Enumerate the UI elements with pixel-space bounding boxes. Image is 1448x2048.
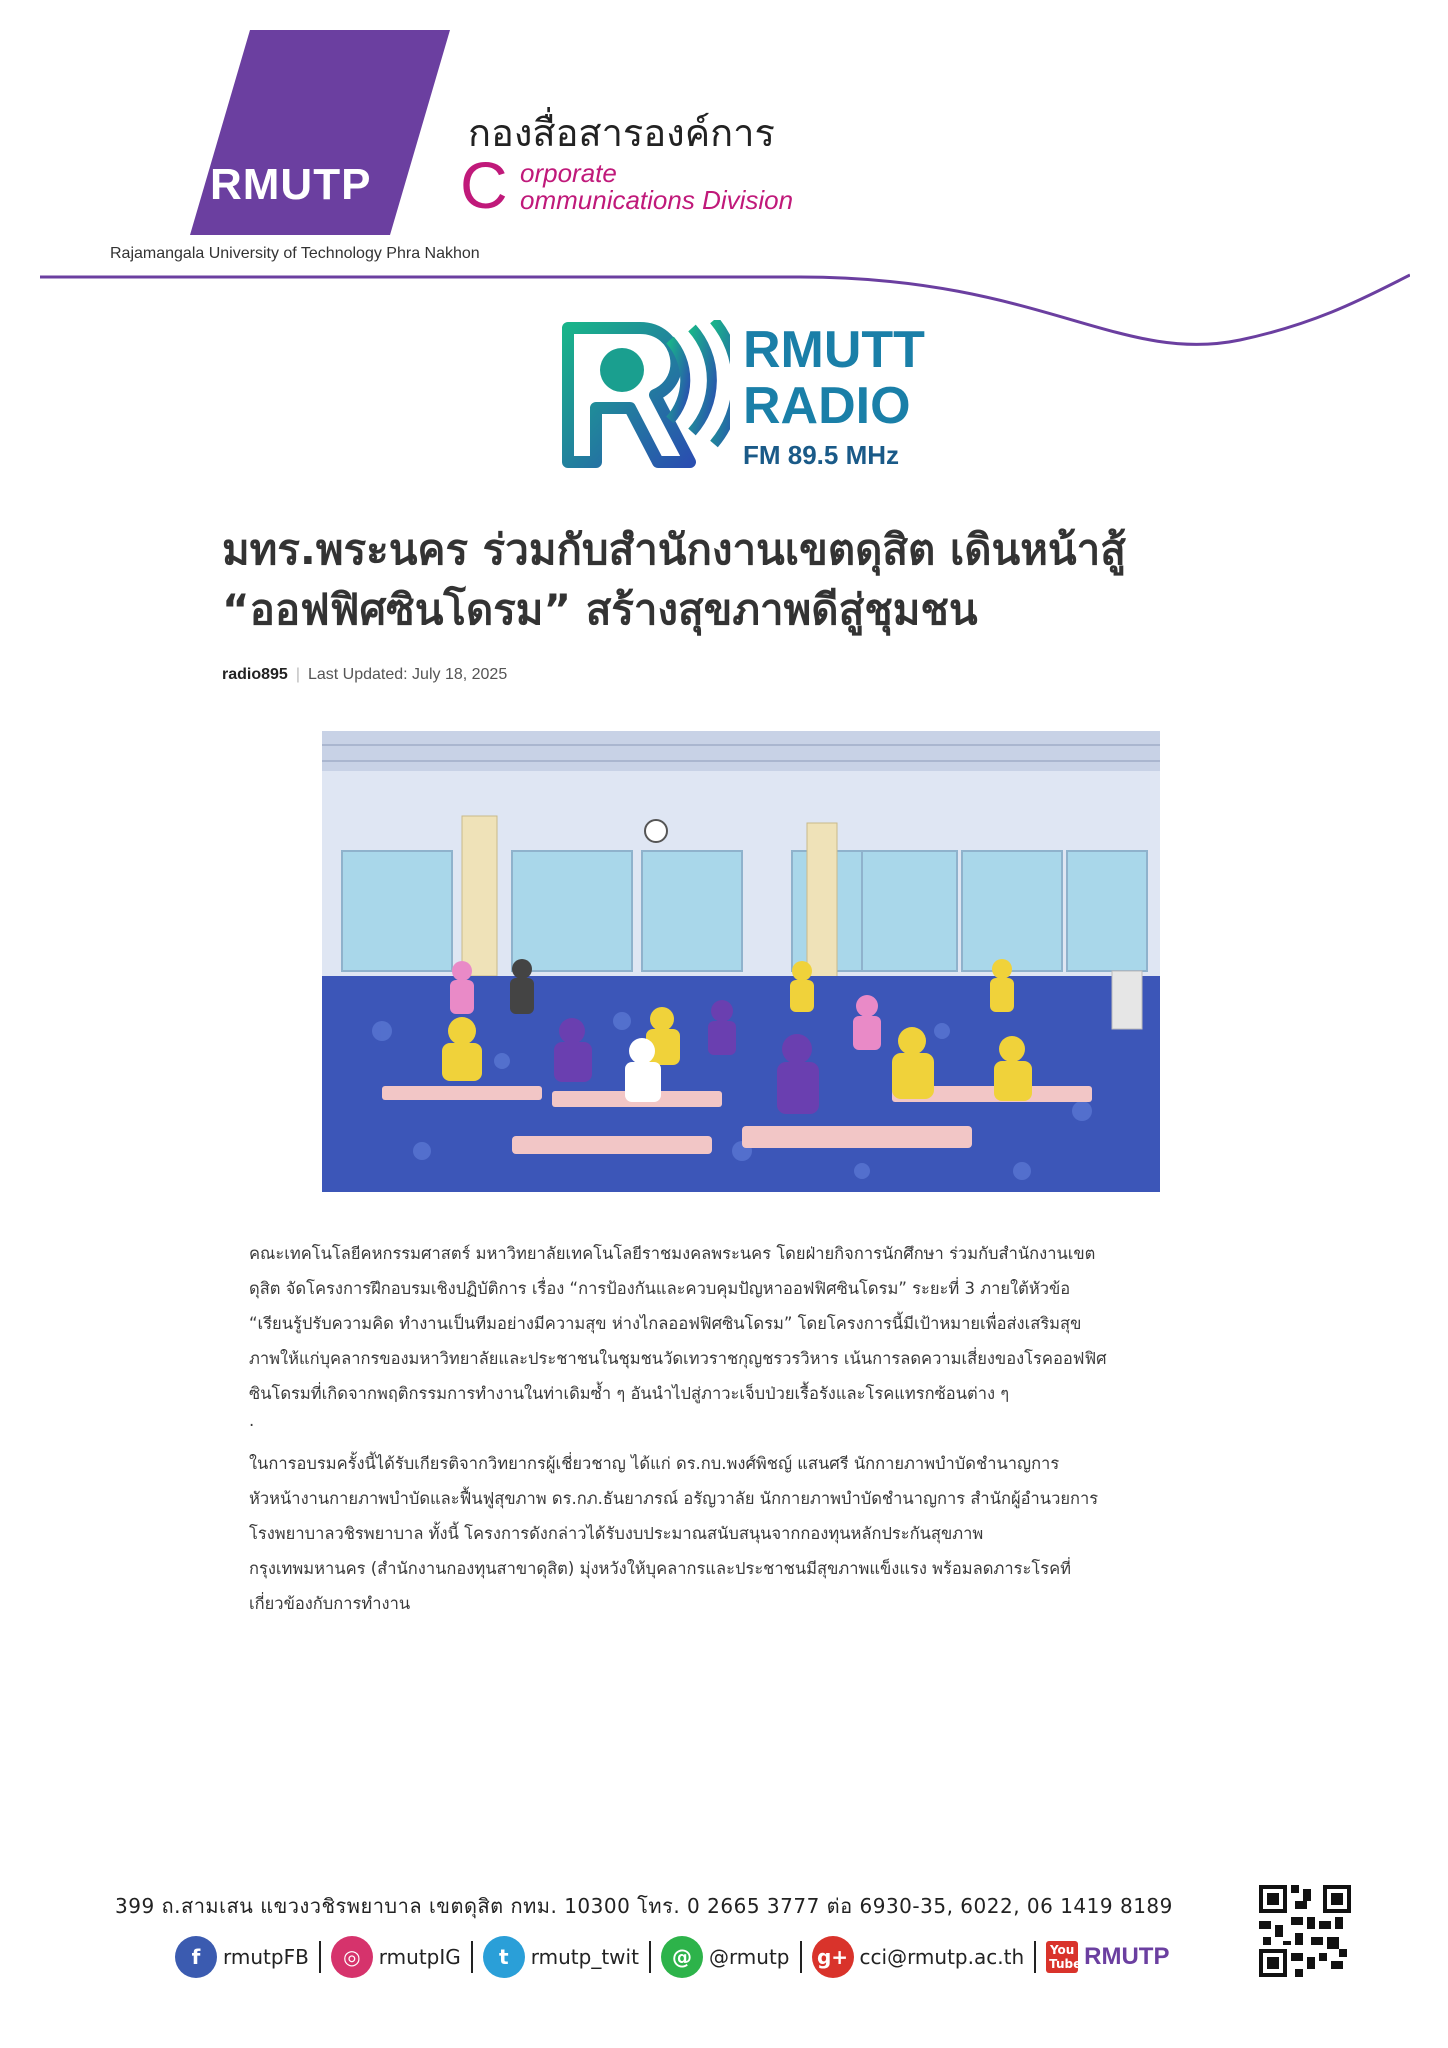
division-c-letter: C <box>460 148 508 222</box>
social-youtube[interactable] <box>1036 1941 1179 1973</box>
article-headline <box>222 520 1272 640</box>
rmutp-logo-text: RMUTP <box>210 160 372 209</box>
youtube-icon <box>1046 1941 1082 1973</box>
social-label: RMUTP <box>1084 1943 1170 1970</box>
paragraph-separator: . <box>249 1411 255 1430</box>
article-body <box>249 1236 1239 1621</box>
page-header <box>0 0 1448 350</box>
radio-name-line1: RMUTT <box>743 321 925 379</box>
social-label: rmutpFB <box>223 1945 309 1969</box>
radio-logo-icon <box>560 320 730 470</box>
body-line: หัวหน้างานกายภาพบำบัดและฟื้นฟูสุขภาพ ดร.กภ.ธันยาภรณ์ อรัญวาลัย นักกายภาพบำบัดชำนาญการ สำนักผู้อำนวยการ <box>249 1489 1099 1508</box>
social-line[interactable] <box>651 1936 800 1978</box>
meta-separator: | <box>295 666 300 683</box>
social-links <box>165 1932 1179 1982</box>
body-line: กรุงเทพมหานคร (สำนักงานกองทุนสาขาดุสิต) มุ่งหวังให้บุคลากรและประชาชนมีสุขภาพแข็งแรง พร้อมลดภาระโรคที่ <box>249 1559 1071 1578</box>
body-line: ดุสิต จัดโครงการฝึกอบรมเชิงปฏิบัติการ เรื่อง “การป้องกันและควบคุมปัญหาออฟฟิศซินโดรม” ระยะที่ 3 ภายใต้หัวข้อ <box>249 1279 1071 1298</box>
article-photo <box>322 731 1160 1192</box>
social-label: @rmutp <box>708 1945 790 1969</box>
googleplus-icon: g+ <box>812 1936 854 1978</box>
social-label: rmutp_twit <box>530 1945 639 1969</box>
body-line: ในการอบรมครั้งนี้ได้รับเกียรติจากวิทยากรผู้เชี่ยวชาญ ได้แก่ ดร.กบ.พงศ์พิชญ์ แสนศรี นักกายภาพบำบัดชำนาญการ <box>249 1454 1060 1473</box>
body-line: โรงพยาบาลวชิรพยาบาล ทั้งนี้ โครงการดังกล่าวได้รับงบประมาณสนับสนุนจากกองทุนหลักประกันสุขภาพ <box>249 1524 984 1543</box>
author-link[interactable]: radio895 <box>222 666 288 683</box>
social-label: cci@rmutp.ac.th <box>859 1945 1025 1969</box>
social-twitter[interactable] <box>473 1936 649 1978</box>
body-line: ภาพให้แก่บุคลากรของมหาวิทยาลัยและประชาชนในชุมชนวัดเทวราชกุญชรวรวิหาร เน้นการลดความเสี่ยงของโรคออฟฟิศ <box>249 1349 1107 1368</box>
instagram-icon: ◎ <box>331 1936 373 1978</box>
division-thai-name: กองสื่อสารองค์การ <box>468 111 775 155</box>
division-english-line2: ommunications Division <box>520 185 794 215</box>
footer-address: 399 ถ.สามเสน แขวงวชิรพยาบาล เขตดุสิต กทม. 10300 โทร. 0 2665 3777 ต่อ 6930-35, 6022, 06 1419 8189 <box>115 1894 1173 1918</box>
qr-code[interactable] <box>1259 1885 1351 1977</box>
social-instagram[interactable] <box>321 1936 471 1978</box>
social-facebook[interactable] <box>165 1936 319 1978</box>
social-googleplus[interactable] <box>802 1936 1035 1978</box>
article-meta <box>222 666 507 684</box>
headline-line2: “ออฟฟิศซินโดรม” สร้างสุขภาพดีสู่ชุมชน <box>222 585 978 634</box>
radio-frequency: FM 89.5 MHz <box>743 440 900 470</box>
radio-name-line2: RADIO <box>743 377 911 435</box>
facebook-icon: f <box>175 1936 217 1978</box>
twitter-icon: t <box>483 1936 525 1978</box>
youtube-badge-text: You Tube <box>1046 1941 1078 1973</box>
division-english-line1: orporate <box>520 158 617 188</box>
social-label: rmutpIG <box>378 1945 461 1969</box>
headline-line1: มทร.พระนคร ร่วมกับสำนักงานเขตดุสิต เดินหน้าสู้ <box>222 525 1126 574</box>
last-updated: Last Updated: July 18, 2025 <box>307 666 508 683</box>
body-line: เกี่ยวข้องกับการทำงาน <box>249 1594 411 1613</box>
body-line: ซินโดรมที่เกิดจากพฤติกรรมการทำงานในท่าเดิมซ้ำ ๆ อันนำไปสู่ภาวะเจ็บป่วยเรื้อรังและโรคแทรกซ้อนต่าง ๆ <box>249 1384 1010 1403</box>
body-line: คณะเทคโนโลยีคหกรรมศาสตร์ มหาวิทยาลัยเทคโนโลยีราชมงคลพระนคร โดยฝ่ายกิจการนักศึกษา ร่วมกับสำนักงานเขต <box>249 1244 1096 1263</box>
body-line: “เรียนรู้ปรับความคิด ทำงานเป็นทีมอย่างมีความสุข ห่างไกลออฟฟิศซินโดรม” โดยโครงการนี้มีเป้าหมายเพื่อส่งเสริมสุข <box>249 1314 1082 1333</box>
line-icon: @ <box>661 1936 703 1978</box>
university-name: Rajamangala University of Technology Phra Nakhon <box>110 245 480 262</box>
